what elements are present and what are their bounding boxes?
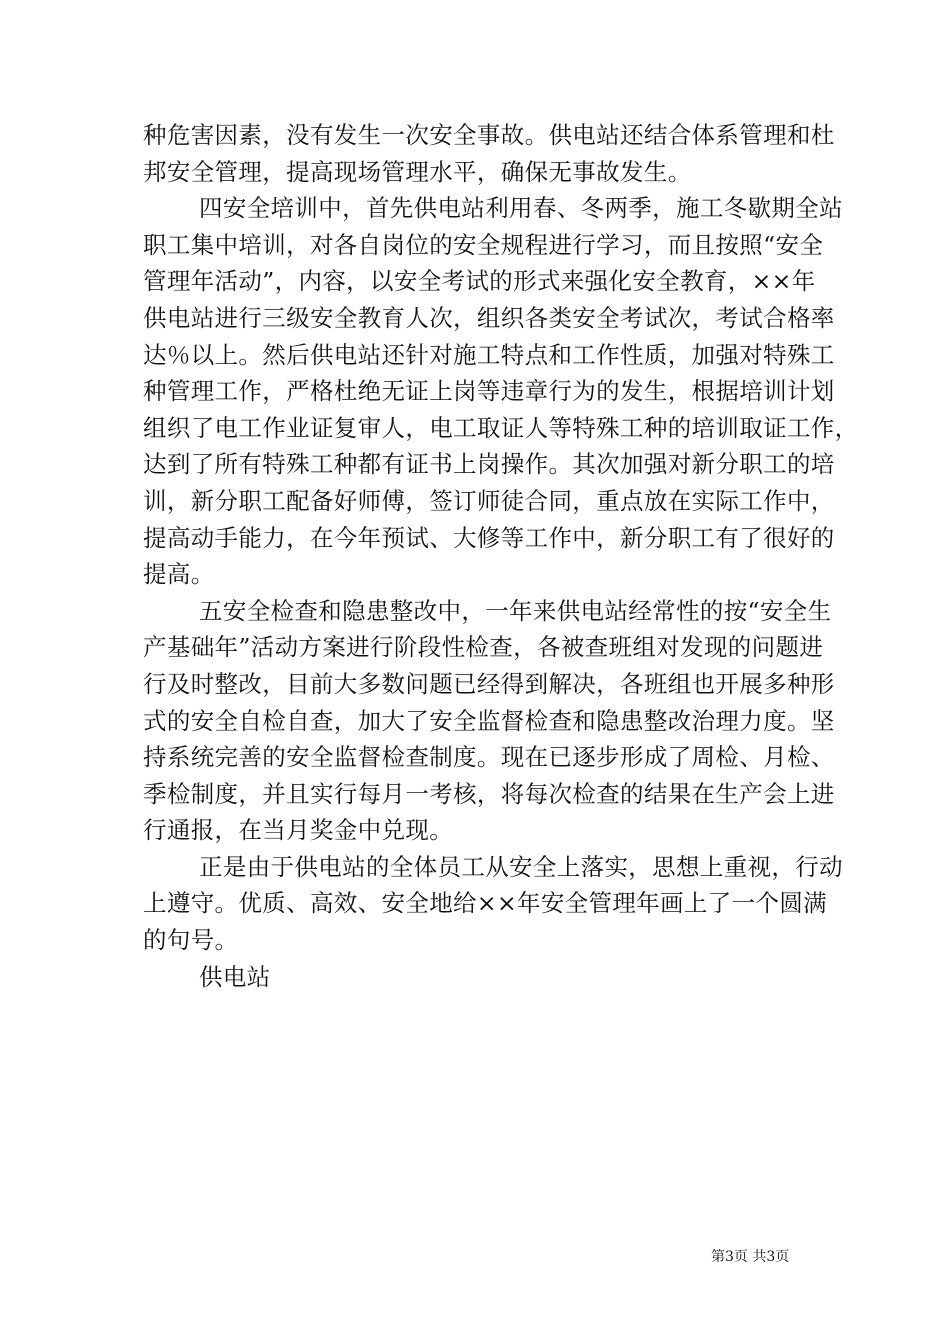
text-line: 式的安全自检自查，加大了安全监督检查和隐患整改治理力度。坚 <box>143 706 835 735</box>
text-line: 提高。 <box>143 560 215 589</box>
footer-middle: 页 共 <box>733 1249 767 1265</box>
footer-prefix: 第 <box>711 1249 725 1265</box>
footer-total-pages: 3 <box>766 1249 776 1265</box>
text-line: 种危害因素，没有发生一次安全事故。供电站还结合体系管理和杜 <box>143 121 835 149</box>
text-line: 季检制度，并且实行每月一考核，将每次检查的结果在生产会上进 <box>143 779 835 808</box>
text-line: 组织了电工作业证复审人，电工取证人等特殊工种的培训取证工作， <box>143 413 859 442</box>
text-line: 持系统完善的安全监督检查制度。现在已逐步形成了周检、月检、 <box>143 743 835 772</box>
footer-current-page: 3 <box>725 1249 734 1265</box>
text-line: 管理年活动”，内容，以安全考试的形式来强化安全教育，××年 <box>143 267 816 296</box>
paragraph-start-line: 四安全培训中，首先供电站利用春、冬两季，施工冬歇期全站 <box>199 194 843 223</box>
text-line: 职工集中培训，对各自岗位的安全规程进行学习，而且按照“安全 <box>143 230 824 259</box>
text-line: 的句号。 <box>143 926 239 955</box>
text-line: 供电站进行三级安全教育人次，组织各类安全考试次，考试合格率 <box>143 303 835 332</box>
paragraph-start-line: 正是由于供电站的全体员工从安全上落实，思想上重视，行动 <box>199 852 843 881</box>
text-line: 邦安全管理，提高现场管理水平，确保无事故发生。 <box>143 157 692 186</box>
signature-line: 供电站 <box>199 962 271 991</box>
paragraph-start-line: 五安全检查和隐患整改中，一年来供电站经常性的按“安全生 <box>199 596 832 625</box>
text-line: 上遵守。优质、高效、安全地给××年安全管理年画上了一个圆满 <box>143 889 828 918</box>
text-line: 提高动手能力，在今年预试、大修等工作中，新分职工有了很好的 <box>143 523 835 552</box>
text-line: 行通报，在当月奖金中兑现。 <box>143 816 454 845</box>
text-line: 产基础年”活动方案进行阶段性检查，各被查班组对发现的问题进 <box>143 633 824 662</box>
text-line: 达％以上。然后供电站还针对施工特点和工作性质，加强对特殊工 <box>143 340 835 369</box>
footer-suffix: 页 <box>775 1249 790 1265</box>
text-line: 种管理工作，严格杜绝无证上岗等违章行为的发生，根据培训计划 <box>143 377 835 406</box>
text-line: 达到了所有特殊工种都有证书上岗操作。其次加强对新分职工的培 <box>143 450 835 479</box>
text-line: 训，新分职工配备好师傅，签订师徒合同，重点放在实际工作中， <box>143 486 835 515</box>
text-line: 行及时整改，目前大多数问题已经得到解决，各班组也开展多种形 <box>143 669 835 698</box>
page-footer <box>711 1248 789 1266</box>
document-body <box>143 117 859 995</box>
